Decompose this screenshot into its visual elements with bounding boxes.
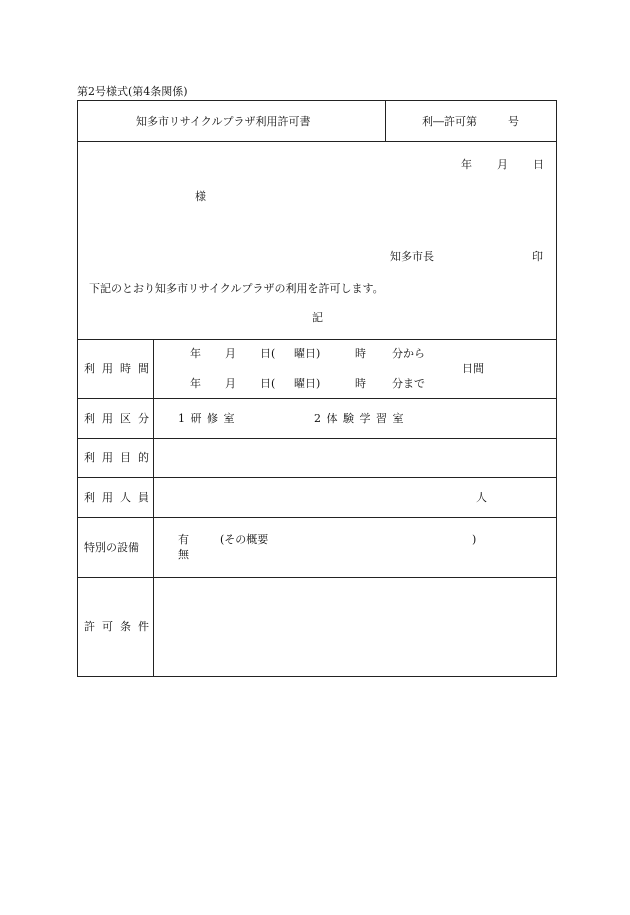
form-caption: 第2号様式(第4条関係): [77, 85, 188, 98]
to-year: 年: [190, 377, 201, 390]
days-unit: 日間: [462, 362, 484, 375]
permit-number-suffix: 号: [508, 115, 519, 128]
to-day: 日(: [260, 377, 276, 390]
from-hour: 時: [355, 347, 366, 360]
equipment-no: 無: [178, 548, 189, 561]
from-year: 年: [190, 347, 201, 360]
from-minute: 分から: [392, 347, 425, 360]
label-usage-category: 利用区分: [84, 412, 156, 425]
date-day: 日: [533, 158, 544, 171]
option-training-room: 1 研 修 室: [178, 412, 236, 425]
option-experience-room: 2 体 験 学 習 室: [314, 412, 405, 425]
label-usage-time: 利用時間: [84, 362, 156, 375]
date-month: 月: [497, 158, 508, 171]
date-year: 年: [461, 158, 472, 171]
ki-heading: 記: [312, 311, 323, 324]
to-minute: 分まで: [392, 377, 425, 390]
to-weekday: 曜日): [294, 377, 321, 390]
from-day: 日(: [260, 347, 276, 360]
permit-number-prefix: 利―許可第: [422, 115, 477, 128]
form-title: 知多市リサイクルプラザ利用許可書: [136, 115, 311, 128]
to-hour: 時: [355, 377, 366, 390]
label-usage-people: 利用人員: [84, 491, 156, 504]
permit-statement: 下記のとおり知多市リサイクルプラザの利用を許可します。: [89, 282, 384, 295]
equipment-overview-close: ): [472, 533, 477, 546]
to-month: 月: [225, 377, 236, 390]
label-permit-conditions: 許可条件: [84, 620, 156, 633]
equipment-yes: 有: [178, 533, 189, 546]
equipment-overview: (その概要: [220, 533, 269, 546]
label-usage-purpose: 利用目的: [84, 451, 156, 464]
issuer-name: 知多市長: [390, 250, 434, 263]
seal-mark: 印: [532, 250, 543, 263]
addressee-suffix: 様: [195, 190, 206, 203]
from-weekday: 曜日): [294, 347, 321, 360]
people-unit: 人: [476, 491, 487, 504]
label-special-equipment: 特別の設備: [84, 541, 139, 554]
from-month: 月: [225, 347, 236, 360]
